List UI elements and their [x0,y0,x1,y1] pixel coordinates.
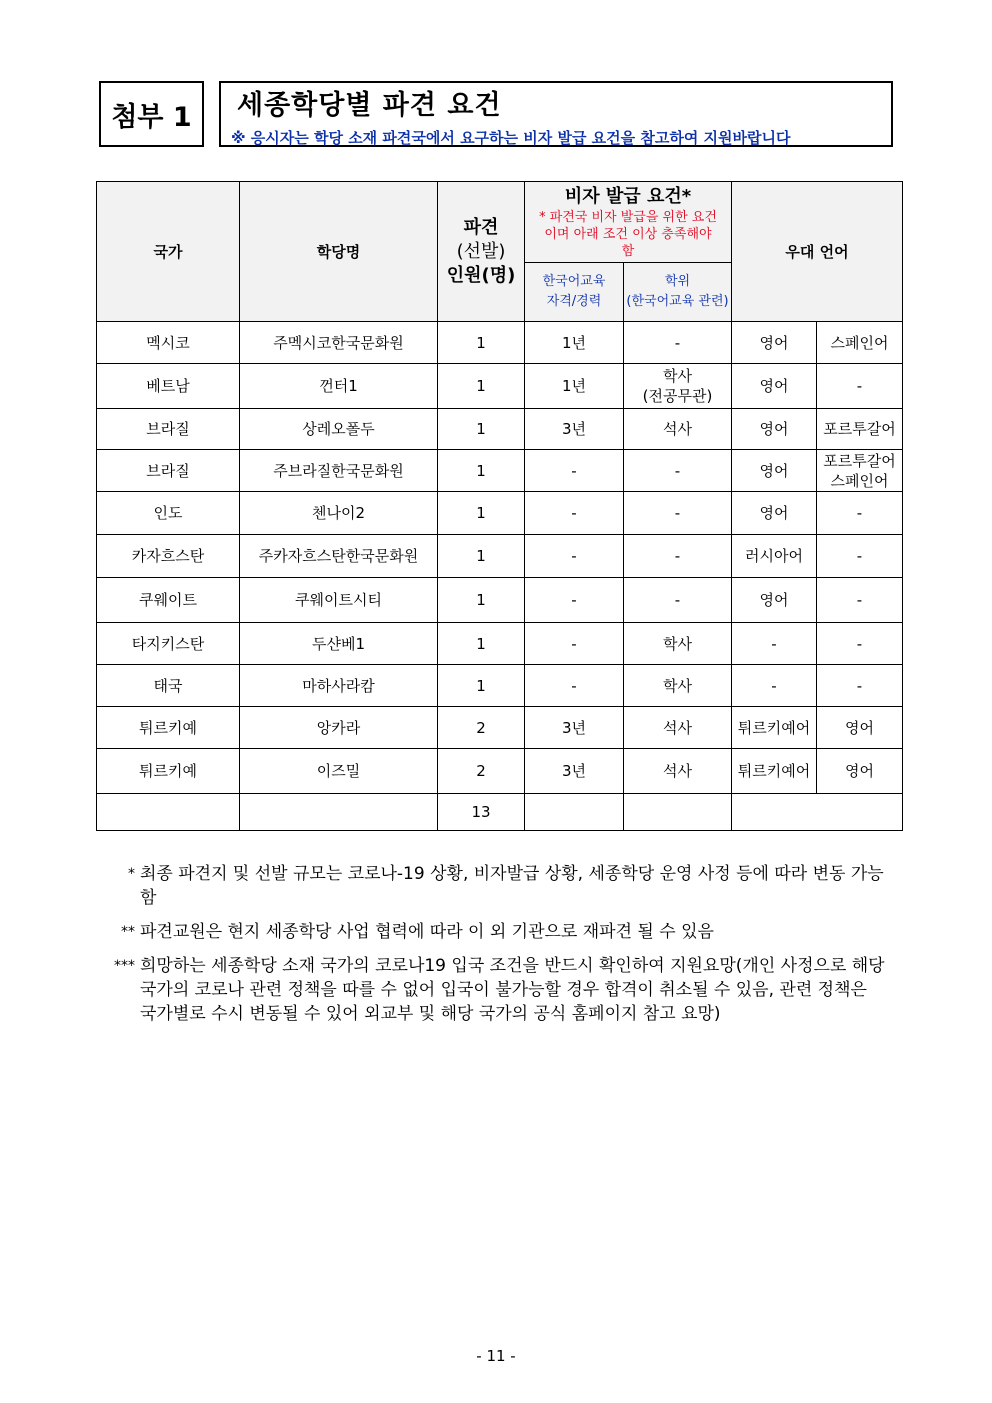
title-box [219,81,893,147]
cell-exp: - [525,665,624,707]
cell-count: 1 [438,322,525,364]
cell-exp: 1년 [525,322,624,364]
cell-degree: 학사 (전공무관) [624,364,732,409]
cell-school: 앙카라 [240,707,438,749]
cell-exp: 1년 [525,364,624,409]
cell-school: 이즈밀 [240,749,438,794]
header-dispatch-line3: 인원(명) [446,264,516,286]
cell-degree: - [624,322,732,364]
header-visa-degree-line2: (한국어교육 관련) [626,294,729,309]
header-school: 학당명 [240,182,438,322]
cell-lang2: - [817,665,903,707]
cell-school: 두샨베1 [240,623,438,665]
page-number: - 11 - [476,1347,516,1365]
cell-lang2: - [817,492,903,535]
cell-lang2: - [817,535,903,578]
applicant-notice: ※ 응시자는 학당 소재 파견국에서 요구하는 비자 발급 요건을 참고하여 지원바랍니다 [231,129,791,147]
cell-school: 마하사라캄 [240,665,438,707]
cell-country: 멕시코 [97,322,240,364]
footnote-1 [105,862,885,910]
table-row [97,749,903,794]
cell-school: 껀터1 [240,364,438,409]
header-visa-experience [525,263,624,322]
footnote-3 [105,954,885,1026]
footnote-mark: ** [121,924,135,940]
header-visa-title: 비자 발급 요건* [564,185,692,207]
cell-lang2: 영어 [817,749,903,794]
cell-country: 브라질 [97,409,240,450]
cell-lang1: 영어 [732,409,817,450]
cell-exp: - [525,450,624,492]
header-preferred-language: 우대 언어 [732,182,903,322]
cell-exp: 3년 [525,749,624,794]
cell-lang2: - [817,623,903,665]
cell-count: 2 [438,707,525,749]
cell-exp: - [525,492,624,535]
header-visa-degree-line1: 학위 [664,274,691,289]
table-row [97,492,903,535]
total-empty-cell [97,794,240,831]
footnote-2 [105,920,885,944]
cell-exp: - [525,578,624,623]
table-row [97,450,903,492]
cell-lang1: 영어 [732,492,817,535]
header-visa-note: * 파견국 비자 발급을 위한 요건이며 아래 조건 이상 충족해야 함 [539,209,717,259]
header-dispatch-count [438,182,525,322]
cell-degree: 석사 [624,749,732,794]
header-dispatch-line1: 파견 [463,216,499,238]
cell-country: 베트남 [97,364,240,409]
table-row [97,578,903,623]
cell-lang2: - [817,578,903,623]
table-row [97,707,903,749]
cell-count: 2 [438,749,525,794]
header-visa-requirements [525,182,732,263]
cell-country: 카자흐스탄 [97,535,240,578]
table-row [97,623,903,665]
cell-country: 브라질 [97,450,240,492]
cell-lang1: 영어 [732,578,817,623]
cell-lang2: 스페인어 [817,322,903,364]
cell-lang2: 영어 [817,707,903,749]
dispatch-requirements-table [96,181,903,831]
cell-lang1: 영어 [732,364,817,409]
cell-school: 주브라질한국문화원 [240,450,438,492]
footnote-mark: * [128,866,135,882]
cell-degree: - [624,535,732,578]
table-row [97,364,903,409]
cell-degree: - [624,578,732,623]
cell-degree: 학사 [624,665,732,707]
cell-lang1: 영어 [732,450,817,492]
total-empty-cell [732,794,903,831]
total-count: 13 [438,794,525,831]
page-title: 세종학당별 파견 요건 [237,90,502,121]
attachment-label: 첨부 1 [99,81,204,147]
cell-count: 1 [438,450,525,492]
cell-exp: - [525,623,624,665]
footnotes [105,862,885,1036]
footnote-mark: *** [114,958,135,974]
cell-country: 튀르키예 [97,707,240,749]
cell-degree: - [624,492,732,535]
cell-lang2: 포르투갈어 스페인어 [817,450,903,492]
cell-lang1: 영어 [732,322,817,364]
cell-country: 타지키스탄 [97,623,240,665]
cell-count: 1 [438,492,525,535]
cell-lang1: 튀르키예어 [732,707,817,749]
cell-count: 1 [438,665,525,707]
cell-degree: - [624,450,732,492]
footnote-text: 파견교원은 현지 세종학당 사업 협력에 따라 이 외 기관으로 재파견 될 수 있음 [140,922,714,942]
cell-count: 1 [438,535,525,578]
cell-lang2: - [817,364,903,409]
cell-school: 쿠웨이트시티 [240,578,438,623]
cell-school: 상레오폴두 [240,409,438,450]
header-visa-experience-line1: 한국어교육 [542,274,606,289]
cell-lang1: 러시아어 [732,535,817,578]
table-row [97,322,903,364]
cell-degree: 학사 [624,623,732,665]
cell-country: 인도 [97,492,240,535]
total-empty-cell [240,794,438,831]
table-row [97,535,903,578]
cell-count: 1 [438,364,525,409]
cell-exp: 3년 [525,707,624,749]
table-row [97,665,903,707]
header-country: 국가 [97,182,240,322]
header-visa-degree [624,263,732,322]
cell-lang1: 튀르키예어 [732,749,817,794]
cell-country: 튀르키예 [97,749,240,794]
cell-lang1: - [732,623,817,665]
total-empty-cell [624,794,732,831]
cell-country: 태국 [97,665,240,707]
cell-count: 1 [438,409,525,450]
cell-country: 쿠웨이트 [97,578,240,623]
cell-degree: 석사 [624,707,732,749]
cell-exp: 3년 [525,409,624,450]
cell-lang2: 포르투갈어 [817,409,903,450]
cell-count: 1 [438,578,525,623]
total-empty-cell [525,794,624,831]
cell-school: 첸나이2 [240,492,438,535]
header-visa-experience-line2: 자격/경력 [546,294,602,309]
header-dispatch-line2: (선발) [456,240,506,262]
cell-lang1: - [732,665,817,707]
cell-count: 1 [438,623,525,665]
table-row [97,409,903,450]
cell-school: 주카자흐스탄한국문화원 [240,535,438,578]
total-row [97,794,903,831]
footnote-text: 최종 파견지 및 선발 규모는 코로나-19 상황, 비자발급 상황, 세종학당 운영 사정 등에 따라 변동 가능 함 [140,864,884,908]
cell-exp: - [525,535,624,578]
cell-school: 주멕시코한국문화원 [240,322,438,364]
footnote-text: 희망하는 세종학당 소재 국가의 코로나19 입국 조건을 반드시 확인하여 지원요망(개인 사정으로 해당국가의 코로나 관련 정책을 따를 수 없어 입국이 불가능할 경우 합격이 취소될 수 있음, 관련 정책은 국가별로 수시 변동될 수 있어 외교부 및 해당 국가의 공식 홈페이지 참고 요망) [140,956,885,1024]
cell-degree: 석사 [624,409,732,450]
